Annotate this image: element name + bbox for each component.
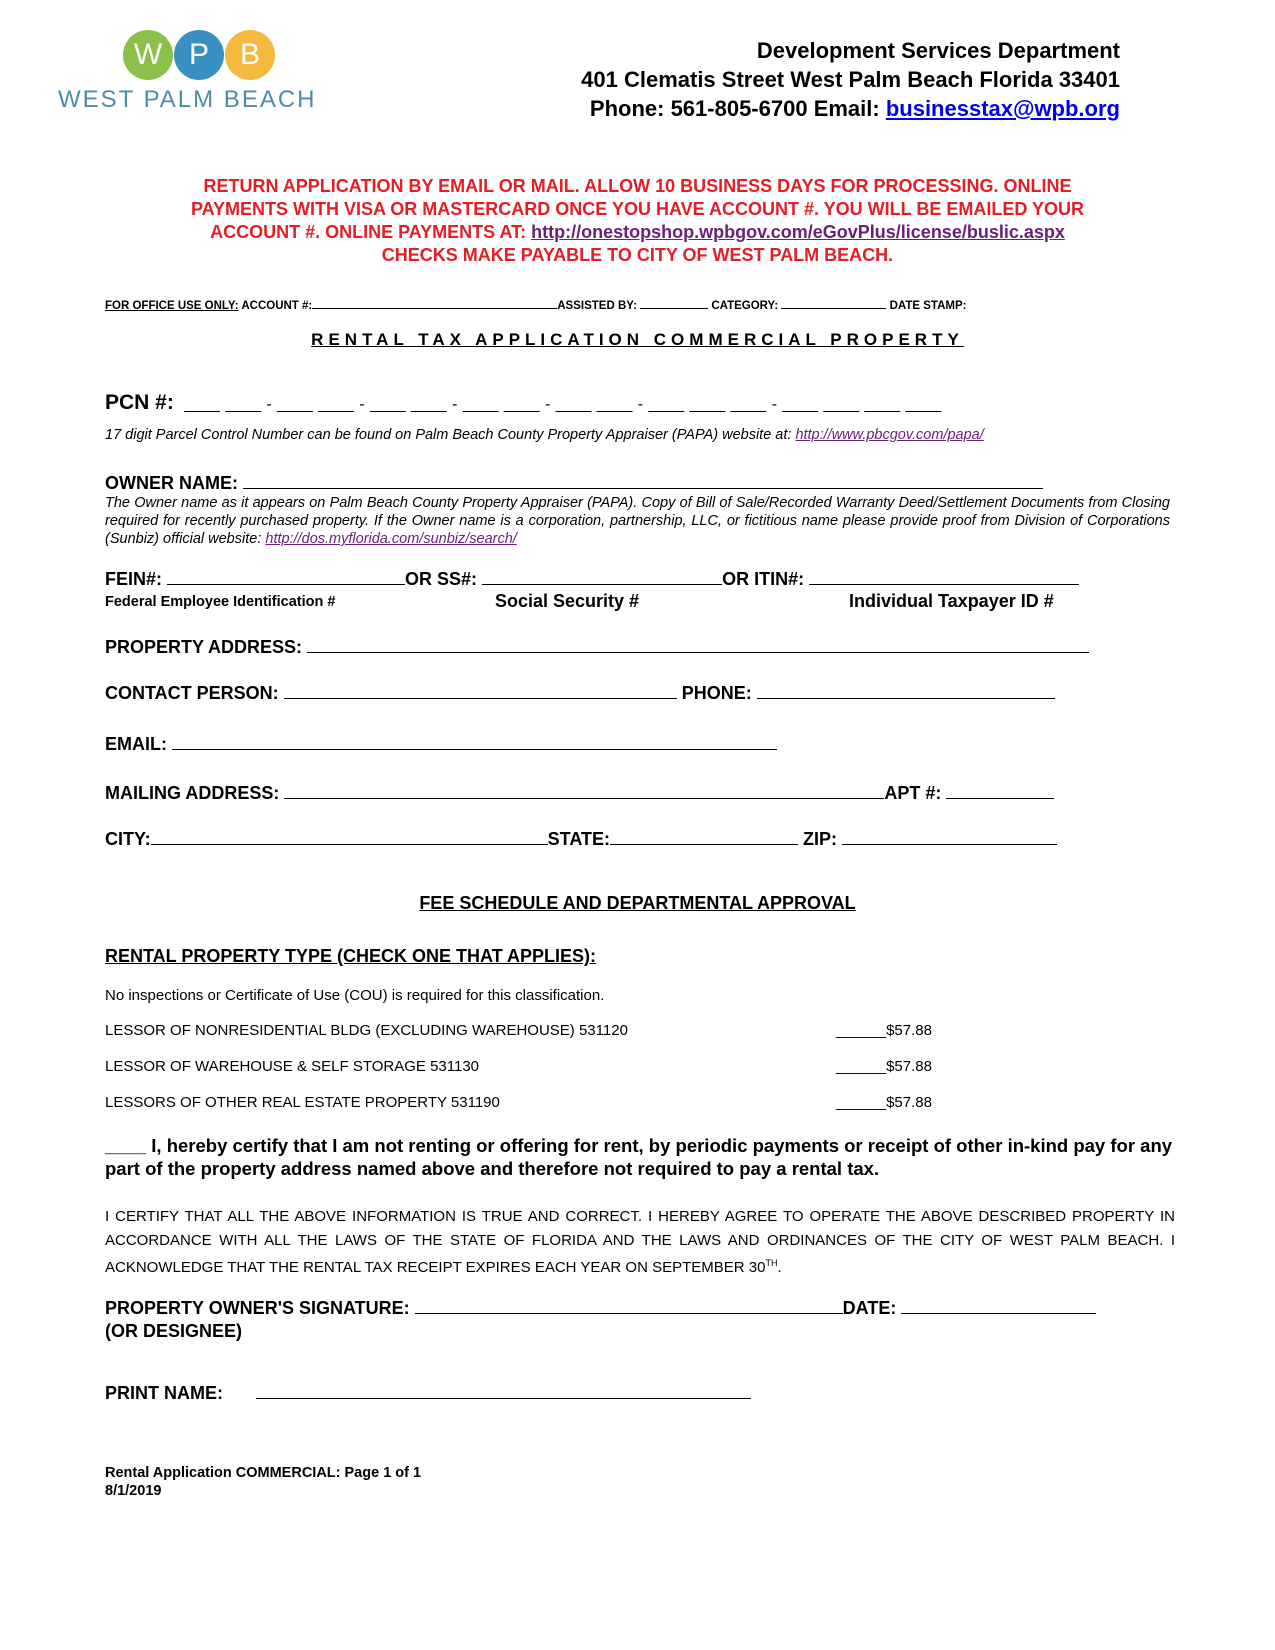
id-row [105,568,1079,590]
itin-sublabel: Individual Taxpayer ID # [849,591,1054,611]
city-field[interactable] [151,828,548,845]
notice-line: CHECKS MAKE PAYABLE TO CITY OF WEST PALM BEACH. [381,245,894,265]
assisted-field[interactable] [640,298,708,309]
property-address-row [105,636,1089,658]
signature-label: PROPERTY OWNER'S SIGNATURE: [105,1298,410,1318]
signature-field[interactable] [415,1297,843,1314]
wpb-logo [58,28,318,116]
notice-line: PAYMENTS WITH VISA OR MASTERCARD ONCE YOU HAVE ACCOUNT #. YOU WILL BE EMAILED YOUR [190,199,1085,219]
itin-field[interactable] [809,568,1079,585]
fee-item-label: LESSOR OF WAREHOUSE & SELF STORAGE 531130 [105,1058,480,1075]
fee-item-label: LESSORS OF OTHER REAL ESTATE PROPERTY 531190 [105,1094,500,1111]
department-header [581,36,1120,123]
fee-amount: $57.88 [886,1094,932,1111]
certification-text: I CERTIFY THAT ALL THE ABOVE INFORMATION IS TRUE AND CORRECT. I HEREBY AGREE TO OPERATE THE ABOVE DESCRIBED PROPERTY IN ACCORDANCE WITH ALL THE LAWS OF THE STATE OF FLORIDA AND THE LAWS AND ORDINANCES OF THE CITY OF WEST PALM BEACH. I ACKNOWLEDGE THAT THE RENTAL TAX RECEIPT EXPIRES EACH YEAR ON SEPTEMBER 30 [105,1208,1175,1276]
footer-date: 8/1/2019 [105,1483,162,1499]
date-label: DATE: [842,1298,897,1318]
email-label: EMAIL: [105,734,167,754]
certification-end: . [777,1259,782,1276]
owner-name-label: OWNER NAME: [105,473,238,493]
department-contact [581,94,1120,123]
state-field[interactable] [610,828,798,845]
not-renting-text: I, hereby certify that I am not renting or offering for rent, by periodic payments or receipt of other in-kind pay for any part of the property address named above and therefore not required to pay a rental tax. [105,1135,1173,1179]
owner-name-field[interactable] [243,472,1043,489]
mailing-row [105,782,1054,804]
office-use-label: FOR OFFICE USE ONLY: [105,300,239,312]
owner-row [105,472,1043,494]
city-label: CITY: [105,829,151,849]
office-use-row [105,298,966,312]
fee-item-checkbox[interactable]: ______$57.88 [836,1094,932,1111]
signature-row [105,1297,1096,1319]
property-address-label: PROPERTY ADDRESS: [105,637,303,657]
notice-line: RETURN APPLICATION BY EMAIL OR MAIL. ALLOW 10 BUSINESS DAYS FOR PROCESSING. ONLINE [203,176,1072,196]
fee-item-checkbox[interactable]: ______$57.88 [836,1058,932,1075]
fee-section-title: FEE SCHEDULE AND DEPARTMENTAL APPROVAL [419,893,856,913]
fein-sublabel: Federal Employee Identification # [105,594,336,610]
contact-person-label: CONTACT PERSON: [105,683,279,703]
department-name: Development Services Department [756,38,1120,63]
itin-label: OR ITIN#: [722,569,805,589]
ss-field[interactable] [482,568,722,585]
pcn-label: PCN #: [105,391,174,414]
zip-field[interactable] [842,828,1057,845]
apt-field[interactable] [946,782,1054,799]
city-row [105,828,1057,850]
papa-link[interactable]: http://www.pbcgov.com/papa/ [795,427,984,443]
email-link[interactable]: businesstax@wpb.org [885,96,1120,121]
assisted-label: ASSISTED BY: [557,300,637,312]
department-address: 401 Clematis Street West Palm Beach Florida 33401 [581,67,1120,92]
certification-statement [105,1205,1175,1280]
property-address-field[interactable] [307,636,1089,653]
contact-person-field[interactable] [284,682,677,699]
category-label: CATEGORY: [711,300,779,312]
fee-amount: $57.88 [886,1058,932,1075]
phone-label: Phone: 561-805-6700 Email: [589,96,886,121]
logo-text: WEST PALM BEACH [58,86,317,113]
contact-row [105,682,1055,704]
category-field[interactable] [781,298,886,309]
account-field[interactable] [312,298,557,309]
fee-item-checkbox[interactable]: ______$57.88 [836,1022,932,1039]
owner-help-text: The Owner name as it appears on Palm Beach County Property Appraiser (PAPA). Copy of Bill of Sale/Recorded Warranty Deed/Settlement Documents from Closing required for recently purchased property. If the Owner name is a corporation, partnership, LLC, or fictitious name please provide proof from Division of Corporations (Sunbiz) official website: [105,495,1170,547]
apt-label: APT #: [884,783,942,803]
fein-field[interactable] [167,568,405,585]
owner-help [105,494,1170,548]
page-title: RENTAL TAX APPLICATION COMMERCIAL PROPERTY [311,330,964,349]
mailing-address-label: MAILING ADDRESS: [105,783,280,803]
logo-circle-w: W [123,30,173,80]
fee-note: No inspections or Certificate of Use (COU) is required for this classification. [105,987,605,1004]
print-name-row [105,1382,751,1404]
email-row [105,733,777,755]
sunbiz-link[interactable]: http://dos.myflorida.com/sunbiz/search/ [265,531,517,547]
date-stamp-label: DATE STAMP: [889,300,967,312]
notice-text: ACCOUNT #. ONLINE PAYMENTS AT: [210,222,532,242]
fee-item-label: LESSOR OF NONRESIDENTIAL BLDG (EXCLUDING WAREHOUSE) 531120 [105,1022,628,1039]
notice-line [100,221,1175,244]
fee-amount: $57.88 [886,1022,932,1039]
phone-label: PHONE: [681,683,752,703]
pcn-help-text: 17 digit Parcel Control Number can be found on Palm Beach County Property Appraiser (PAPA) website at: [105,427,796,443]
pcn-field[interactable]: ____ ____ - ____ ____ - ____ ____ - ____ ____ - ____ ____ - ____ ____ ____ - ____ ____ ____ ____ [184,396,942,413]
zip-label: ZIP: [803,829,838,849]
pcn-row [105,391,941,415]
pcn-help [105,426,1170,444]
footer-page: Rental Application COMMERCIAL: Page 1 of 1 [105,1465,422,1481]
account-label: ACCOUNT #: [241,300,313,312]
ss-label: OR SS#: [405,569,478,589]
ss-sublabel: Social Security # [495,591,640,611]
not-renting-checkbox[interactable]: ____ [105,1135,147,1156]
not-renting-certification [105,1134,1180,1180]
email-field[interactable] [172,733,777,750]
certification-sup: TH [765,1258,778,1268]
return-notice [100,175,1175,267]
designee-label: (OR DESIGNEE) [105,1321,243,1341]
rental-type-heading: RENTAL PROPERTY TYPE (CHECK ONE THAT APPLIES): [105,946,597,966]
mailing-address-field[interactable] [284,782,884,799]
fein-label: FEIN#: [105,569,163,589]
footer [105,1464,421,1500]
payment-url-link[interactable]: http://onestopshop.wpbgov.com/eGovPlus/license/buslic.aspx [531,222,1065,242]
phone-field[interactable] [757,682,1055,699]
print-name-label: PRINT NAME: [105,1383,223,1403]
state-label: STATE: [547,829,610,849]
logo-circle-p: P [174,30,224,80]
print-name-field[interactable] [256,1382,751,1399]
logo-circle-b: B [225,30,275,80]
date-field[interactable] [901,1297,1096,1314]
